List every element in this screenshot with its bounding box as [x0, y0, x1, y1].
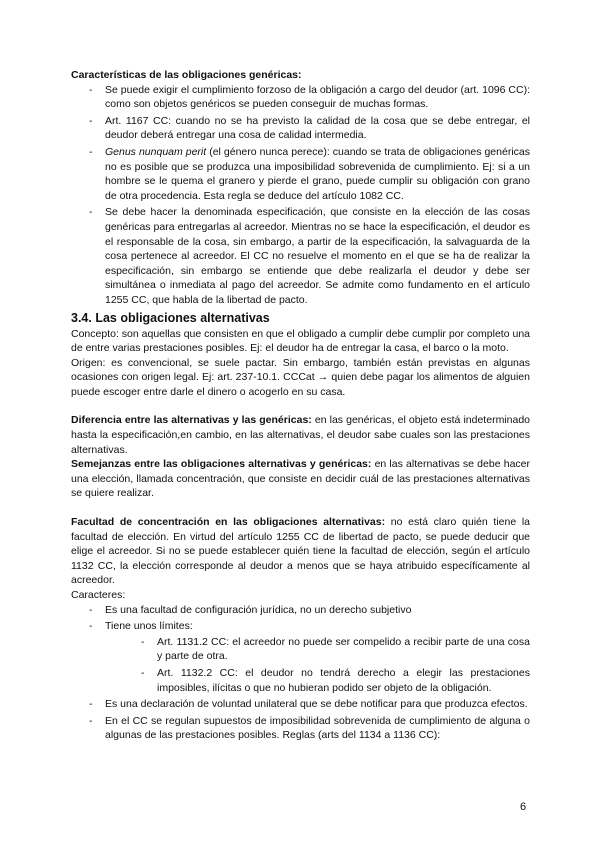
limits-sublist	[105, 635, 530, 695]
differences-paragraph	[71, 413, 530, 457]
concentration-paragraph	[71, 515, 530, 588]
caracteres-list	[71, 603, 530, 743]
list-item	[71, 145, 530, 203]
differences-label: Diferencia entre las alternativas y las genéricas:	[71, 414, 312, 427]
section-heading: 3.4. Las obligaciones alternativas	[71, 310, 270, 325]
concentration-label: Facultad de concentración en las obligaciones alternativas:	[71, 516, 386, 529]
caracteres-label: Caracteres:	[71, 589, 126, 601]
list-item-text: (el género nunca perece): cuando se trata de obligaciones genéricas no es posible que se produzca una imposibilidad sobrevenida de cumplimiento. Ej: si a un hombre se le quema el granero y pierde el grano, puede cumplir su obligación con grano de otra procedencia. Esta regla se deduce del artículo 1082 CC.	[105, 145, 530, 202]
list-item	[71, 619, 530, 695]
list-item: - En el CC se regulan supuestos de imposibilidad sobrevenida de cumplimiento de alguna o algunas de las prestaciones posibles. Reglas (arts del 1134 a 1136 CC):	[71, 714, 530, 743]
list-item: - Es una declaración de voluntad unilateral que se debe notificar para que produzca efectos.	[71, 697, 530, 712]
spacer	[71, 399, 530, 413]
list-item: - Se puede exigir el cumplimiento forzoso de la obligación a cargo del deudor (art. 1096 CC): como son objetos genéricos se pueden conseguir de muchas formas.	[71, 83, 530, 112]
list-item: - Se debe hacer la denominada especificación, que consiste en la elección de las cosas genéricas para entregarlas al acreedor. Mientras no se hace la especificación, el deudor es el responsable de la cosa, sin embargo, a partir de la especificación, la salvaguarda de la cosa pertenece al acreedor. El CC no resuelve el momento en el que se ha de realizar la especificación, sin embargo se entiende que debe realizarla el deudor y debe ser simultánea o inmediata al pago del acreedor. Se admite como fundamento en el artículo 1255 CC, que habla de la libertad de pacto.	[71, 205, 530, 307]
page-number: 6	[520, 801, 527, 813]
list-item: - Es una facultad de configuración jurídica, no un derecho subjetivo	[71, 603, 530, 618]
similarities-paragraph	[71, 457, 530, 501]
spacer	[71, 501, 530, 515]
concentration-text: no está claro quién tiene la facultad de elección. En virtud del artículo 1255 CC de libertad de pacto, se puede deducir que elige el acreedor. Si no se puede establecer quién tiene la facultad de elección, según el artículo 1132 CC, la elección corresponde al deudor a menos que se haya atribuido específicamente al acreedor.	[71, 516, 531, 587]
differences-text: en las genéricas, el objeto está indeterminado hasta la especificación,en cambio, en las alternativas, el deudor sabe cuales son las prestaciones alternativas.	[71, 414, 531, 456]
sublist-item: - Art. 1131.2 CC: el acreedor no puede ser compelido a recibir parte de una cosa y parte de otra.	[105, 635, 530, 664]
latin-maxim: Genus nunquam perit	[105, 145, 207, 158]
list-item: - Art. 1167 CC: cuando no se ha previsto la calidad de la cosa que se debe entregar, el deudor deberá entregar una cosa de calidad intermedia.	[71, 114, 530, 143]
generic-characteristics-list	[71, 83, 530, 308]
sublist-item: - Art. 1132.2 CC: el deudor no tendrá derecho a elegir las prestaciones imposibles, ilícitas o que no hubieran podido ser objeto de la obligación.	[105, 666, 530, 695]
similarities-label: Semejanzas entre las obligaciones alternativas y genéricas:	[71, 458, 372, 471]
origin-paragraph: Origen: es convencional, se suele pactar. Sin embargo, también están previstas en algunas ocasiones con origen legal. Ej: art. 237-10.1. CCCat → quien debe pagar los alimentos de alguien puede escoger entre darle el dinero o acogerlo en su casa.	[71, 356, 530, 398]
similarities-text: en las alternativas se debe hacer una elección, llamada concentración, que consiste en decidir cuál de las prestaciones alternativas se quiere realizar.	[71, 458, 530, 500]
page-content	[71, 68, 530, 745]
generic-obligations-heading: Características de las obligaciones genéricas:	[71, 69, 302, 81]
list-item-text: Tiene unos límites:	[105, 620, 193, 633]
concept-paragraph: Concepto: son aquellas que consisten en que el obligado a cumplir debe cumplir por completo una de entre varias prestaciones posibles. Ej: el deudor ha de entregar la casa, el barco o la moto.	[71, 327, 530, 355]
